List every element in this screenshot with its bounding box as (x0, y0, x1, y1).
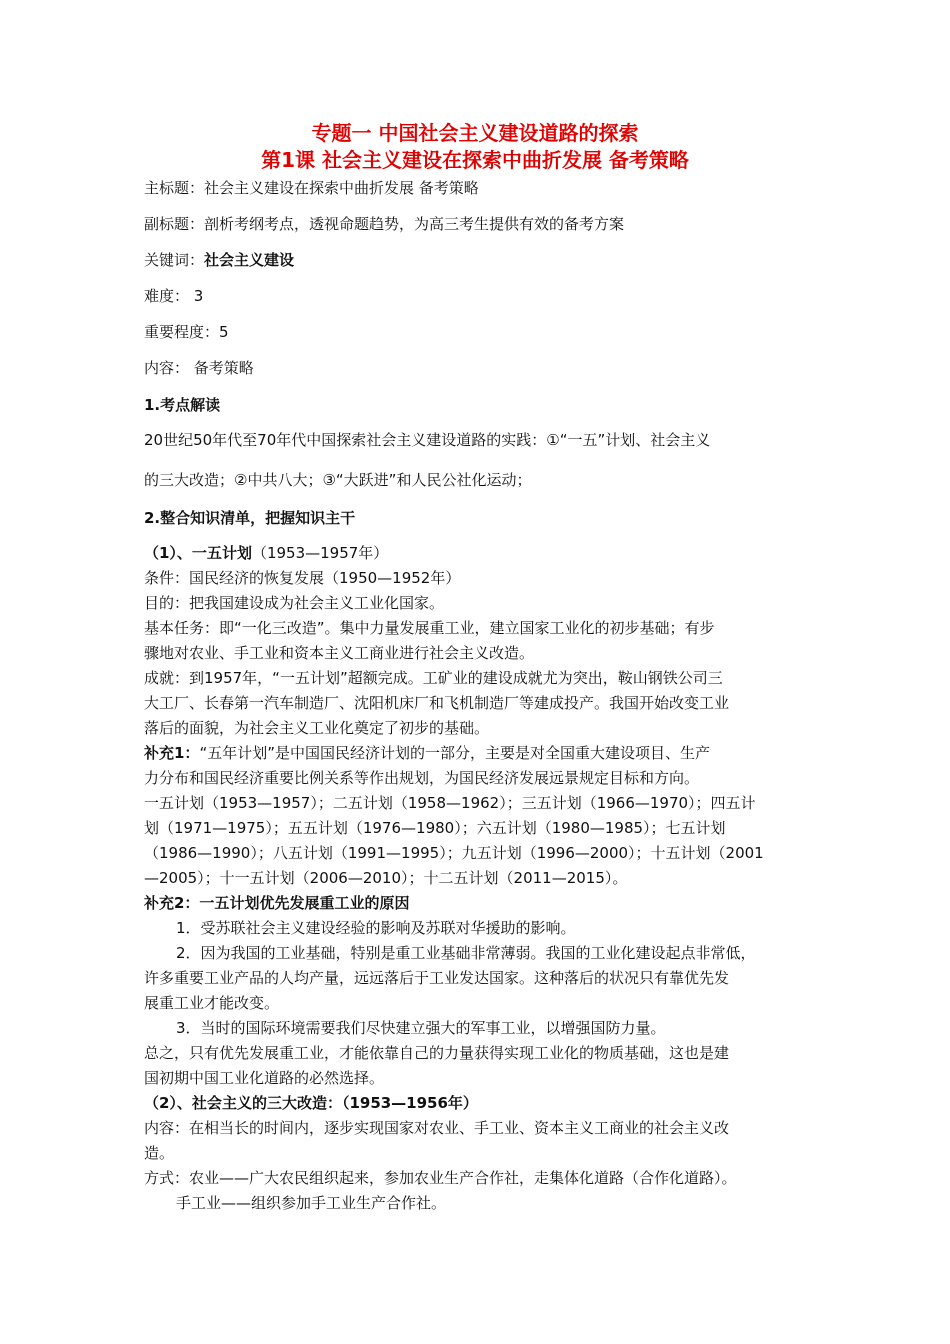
subtitle-line: 副标题：剖析考纲考点，透视命题趋势，为高三考生提供有效的备考方案 (144, 215, 625, 233)
paragraph-line: 力分布和国民经济重要比例关系等作出规划，为国民经济发展远景规定目标和方向。 (144, 769, 700, 787)
paragraph-line: 划（1971—1975）；五五计划（1976—1980）；六五计划（1980—1985）；七五计划 (144, 819, 726, 837)
paragraph-line: 骤地对农业、手工业和资本主义工商业进行社会主义改造。 (144, 644, 535, 662)
main-title-line: 主标题：社会主义建设在探索中曲折发展 备考策略 (144, 179, 479, 197)
supplement-1-label: 补充1： (144, 744, 200, 762)
paragraph-line: 许多重要工业产品的人均产量，远远落后于工业发达国家。这种落后的状况只有靠优先发 (144, 969, 730, 987)
paragraph-line: 内容：在相当长的时间内，逐步实现国家对农业、手工业、资本主义工商业的社会主义改 (144, 1119, 730, 1137)
paragraph-line: （1986—1990）；八五计划（1991—1995）；九五计划（1996—2000）；十五计划（2001 (144, 844, 764, 862)
paragraph-line: 一五计划（1953—1957）；二五计划（1958—1962）；三五计划（1966—1970）；四五计 (144, 794, 756, 812)
difficulty-line: 难度： 3 (144, 287, 204, 305)
section-1-text: 的三大改造；②中共八大；③“大跃进”和人民公社化运动； (144, 471, 532, 489)
plan-1-heading (144, 543, 814, 563)
reason-item: 3．当时的国际环境需要我们尽快建立强大的军事工业，以增强国防力量。 (176, 1019, 666, 1037)
paragraph-line: —2005）；十一五计划（2006—2010）；十二五计划（2011—2015）。 (144, 869, 628, 887)
content-line: 内容： 备考策略 (144, 359, 254, 377)
paragraph-line: 目的：把我国建设成为社会主义工业化国家。 (144, 594, 445, 612)
topic-title: 专题一 中国社会主义建设道路的探索 (311, 121, 639, 145)
lesson-title: 第1课 社会主义建设在探索中曲折发展 备考策略 (261, 148, 689, 172)
paragraph-line: 方式：农业——广大农民组织起来，参加农业生产合作社，走集体化道路（合作化道路）。 (144, 1169, 737, 1187)
paragraph-line: 落后的面貌，为社会主义工业化奠定了初步的基础。 (144, 719, 490, 737)
paragraph-line: 成就：到1957年，“一五计划”超额完成。工矿业的建设成就尤为突出，鞍山钢铁公司三 (144, 669, 723, 687)
section-2-heading: 2.整合知识清单，把握知识主干 (144, 509, 356, 527)
plan-2-heading: （2）、社会主义的三大改造：（1953—1956年） (144, 1094, 478, 1112)
paragraph-line: 造。 (144, 1144, 175, 1162)
paragraph-line: 手工业——组织参加手工业生产合作社。 (176, 1194, 447, 1212)
supplement-1-text: “五年计划”是中国国民经济计划的一部分，主要是对全国重大建设项目、生产 (199, 744, 710, 762)
reason-item: 2．因为我国的工业基础，特别是重工业基础非常薄弱。我国的工业化建设起点非常低， (176, 944, 756, 962)
supplement-1-line (144, 743, 814, 763)
keyword-line (144, 250, 814, 270)
paragraph-line: 国初期中国工业化道路的必然选择。 (144, 1069, 385, 1087)
plan-1-heading-years: （1953—1957年） (251, 544, 389, 562)
keyword-value: 社会主义建设 (204, 251, 295, 269)
keyword-label: 关键词： (144, 251, 205, 269)
paragraph-line: 条件：国民经济的恢复发展（1950—1952年） (144, 569, 461, 587)
paragraph-line: 总之，只有优先发展重工业，才能依靠自己的力量获得实现工业化的物质基础，这也是建 (144, 1044, 730, 1062)
reason-item: 1．受苏联社会主义建设经验的影响及苏联对华援助的影响。 (176, 919, 576, 937)
paragraph-line: 大工厂、长春第一汽车制造厂、沈阳机床厂和飞机制造厂等建成投产。我国开始改变工业 (144, 694, 730, 712)
supplement-2-heading: 补充2：一五计划优先发展重工业的原因 (144, 894, 410, 912)
section-1-heading: 1.考点解读 (144, 396, 221, 414)
importance-line: 重要程度：5 (144, 323, 229, 341)
paragraph-line: 基本任务：即“一化三改造”。集中力量发展重工业，建立国家工业化的初步基础；有步 (144, 619, 715, 637)
plan-1-heading-bold: （1）、一五计划 (144, 544, 252, 562)
section-1-text: 20世纪50年代至70年代中国探索社会主义建设道路的实践：①“一五”计划、社会主义 (144, 431, 711, 449)
paragraph-line: 展重工业才能改变。 (144, 994, 280, 1012)
